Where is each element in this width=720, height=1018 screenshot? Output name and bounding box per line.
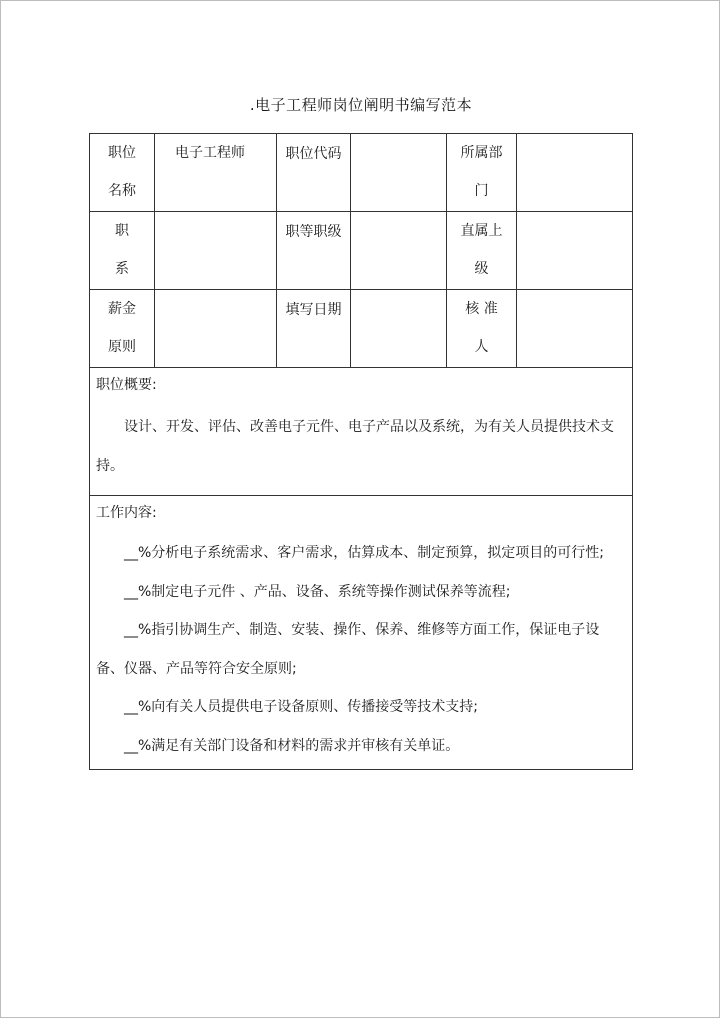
- duty-item: __%制定电子元件 、产品、设备、系统等操作测试保养等流程;: [124, 583, 511, 600]
- value-cell: [351, 212, 447, 290]
- supervisor-label: 直属上级: [460, 223, 503, 277]
- table-row: [90, 134, 633, 212]
- table-row: [90, 290, 633, 368]
- value-cell: [155, 134, 277, 212]
- label-cell: [447, 212, 517, 290]
- salary-label: 薪金原则: [108, 301, 136, 355]
- value-cell: [517, 212, 633, 290]
- value-cell: [517, 290, 633, 368]
- value-cell: [351, 290, 447, 368]
- label-cell: [90, 134, 155, 212]
- duty-item: __%分析电子系统需求、客户需求，估算成本、制定预算，拟定项目的可行性;: [124, 545, 605, 561]
- duties-section: [90, 496, 632, 769]
- duties-cell: [90, 496, 633, 770]
- summary-row: [90, 368, 633, 496]
- value-cell: [517, 134, 633, 212]
- value-cell: [155, 212, 277, 290]
- position-code-label: 职位代码: [285, 146, 342, 162]
- label-cell: [277, 134, 351, 212]
- duties-heading: 工作内容:: [96, 505, 157, 521]
- label-cell: [447, 290, 517, 368]
- approver-label: 核 准 人: [465, 301, 498, 355]
- summary-heading: 职位概要:: [96, 377, 157, 393]
- position-name-value: 电子工程师: [175, 145, 245, 161]
- duties-row: [90, 496, 633, 770]
- label-cell: [447, 134, 517, 212]
- duty-item: __%满足有关部门设备和材料的需求并审核有关单证。: [124, 737, 460, 754]
- value-cell: [155, 290, 277, 368]
- label-cell: [90, 290, 155, 368]
- value-cell: [351, 134, 447, 212]
- table-row: [90, 212, 633, 290]
- label-cell: [277, 290, 351, 368]
- duty-item: __%向有关人员提供电子设备原则、传播接受等技术支持;: [124, 699, 479, 715]
- position-name-label: 职位名称: [108, 145, 136, 199]
- department-label: 所属部门: [460, 145, 503, 199]
- label-cell: [90, 212, 155, 290]
- duty-item: __%指引协调生产、制造、安装、操作、保养、维修等方面工作，保证电子设备、仪器、产品等符合安全原则;: [96, 622, 600, 677]
- job-description-table: [89, 133, 633, 770]
- label-cell: [277, 212, 351, 290]
- summary-cell: [90, 368, 633, 496]
- summary-text: 设计、开发、评估、改善电子元件、电子产品以及系统，为有关人员提供技术支持。: [96, 419, 614, 474]
- job-series-label: 职 系: [115, 223, 129, 277]
- grade-label: 职等职级: [285, 224, 342, 240]
- date-label: 填写日期: [285, 302, 342, 318]
- summary-section: [90, 368, 632, 495]
- document-title: .电子工程师岗位阐明书编写范本: [249, 96, 473, 114]
